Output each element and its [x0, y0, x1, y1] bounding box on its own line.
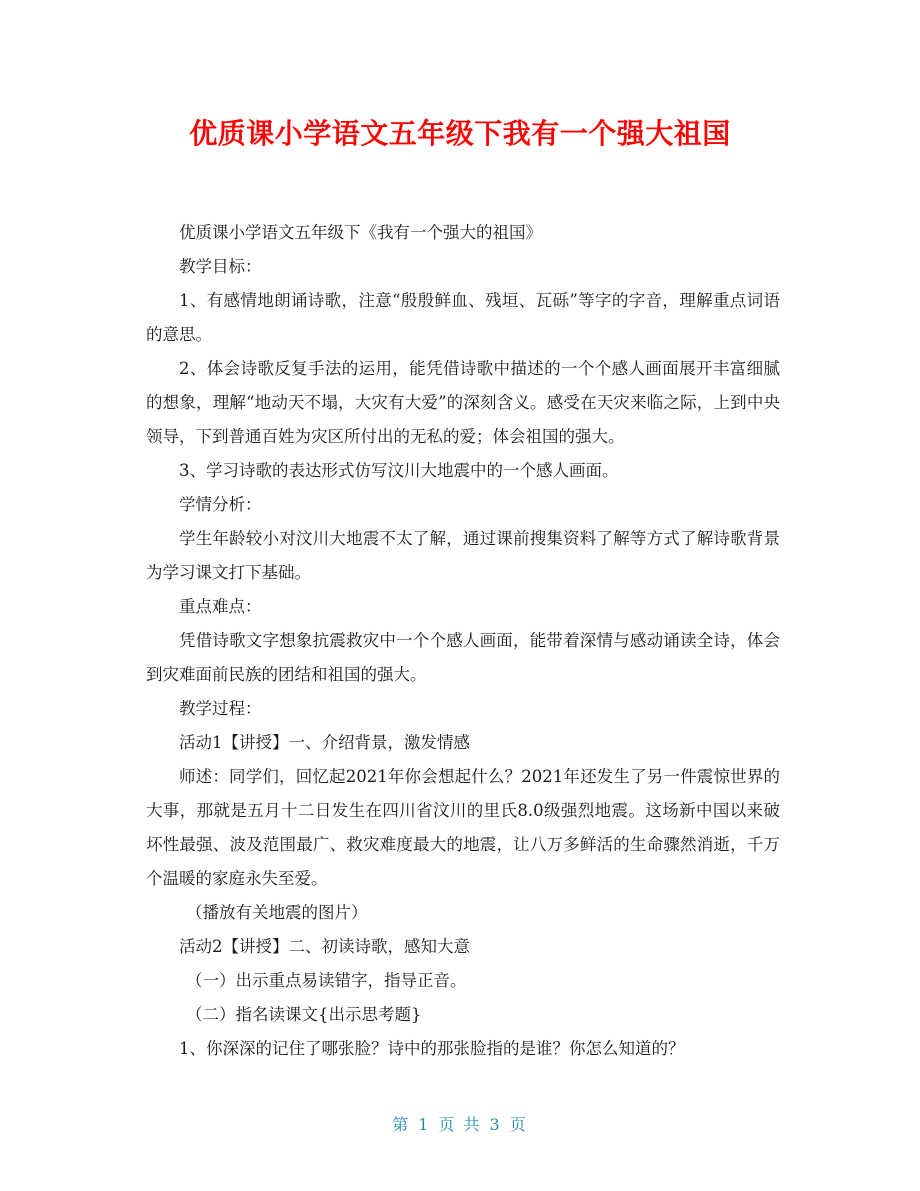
- paragraph-key-points: 凭借诗歌文字想象抗震救灾中一个个感人画面，能带着深情与感动诵读全诗，体会到灾难面前民族的团结和祖国的强大。: [146, 631, 780, 684]
- paragraph-teacher-narration: 师述：同学们，回忆起2021年你会想起什么？2021年还发生了另一件震惊世界的大事，那就是五月十二日发生在四川省汶川的里氏8.0级强烈地震。这场新中国以来破坏性最强、波及范围最广、救灾难度最大的地震，让八万多鲜活的生命骤然消逝，千万个温暖的家庭永失至爱。: [146, 767, 780, 888]
- footer-prefix: 第: [392, 1115, 411, 1134]
- paragraph-heading-process: 教学过程：: [179, 699, 262, 718]
- footer-total-pages: 3: [489, 1115, 502, 1134]
- paragraph-question-1: 1、你深深的记住了哪张脸？诗中的那张脸指的是谁？你怎么知道的？: [179, 1039, 685, 1058]
- paragraph-activity-1: 活动1【讲授】一、介绍背景，激发情感: [179, 733, 470, 752]
- paragraph-goal-2: 2、体会诗歌反复手法的运用，能凭借诗歌中描述的一个个感人画面展开丰富细腻的想象，理解“地动天不塌，大灾有大爱”的深刻含义。感受在天灾来临之际，上到中央领导，下到普通百姓为灾区所付出的无私的爱；体会祖国的强大。: [146, 359, 780, 446]
- paragraph-play-pictures: （播放有关地震的图片）: [186, 903, 368, 922]
- page-footer: [0, 1112, 920, 1135]
- paragraph-goal-1: 1、有感情地朗诵诗歌，注意“殷殷鲜血、残垣、瓦砾”等字的字音，理解重点词语的意思。: [146, 291, 780, 344]
- paragraph-goal-3: 3、学习诗歌的表达形式仿写汶川大地震中的一个感人画面。: [179, 461, 619, 480]
- paragraph-heading-key-points: 重点难点：: [179, 597, 262, 616]
- paragraph-subtitle: 优质课小学语文五年级下《我有一个强大的祖国》: [179, 223, 542, 242]
- paragraph-activity-2: 活动2【讲授】二、初读诗歌，感知大意: [179, 937, 470, 956]
- footer-page-number: 1: [418, 1115, 431, 1134]
- footer-suffix: 页: [509, 1115, 528, 1134]
- paragraph-step-2: （二）指名读课文{出示思考题}: [186, 1005, 422, 1024]
- document-body: [146, 216, 780, 1066]
- footer-middle: 页 共: [438, 1115, 482, 1134]
- document-title: 优质课小学语文五年级下我有一个强大祖国: [189, 117, 731, 150]
- paragraph-step-1: （一）出示重点易读错字，指导正音。: [186, 971, 467, 990]
- paragraph-heading-goals: 教学目标：: [179, 257, 262, 276]
- paragraph-analysis: 学生年龄较小对汶川大地震不太了解，通过课前搜集资料了解等方式了解诗歌背景为学习课文打下基础。: [146, 529, 780, 582]
- paragraph-heading-analysis: 学情分析：: [179, 495, 262, 514]
